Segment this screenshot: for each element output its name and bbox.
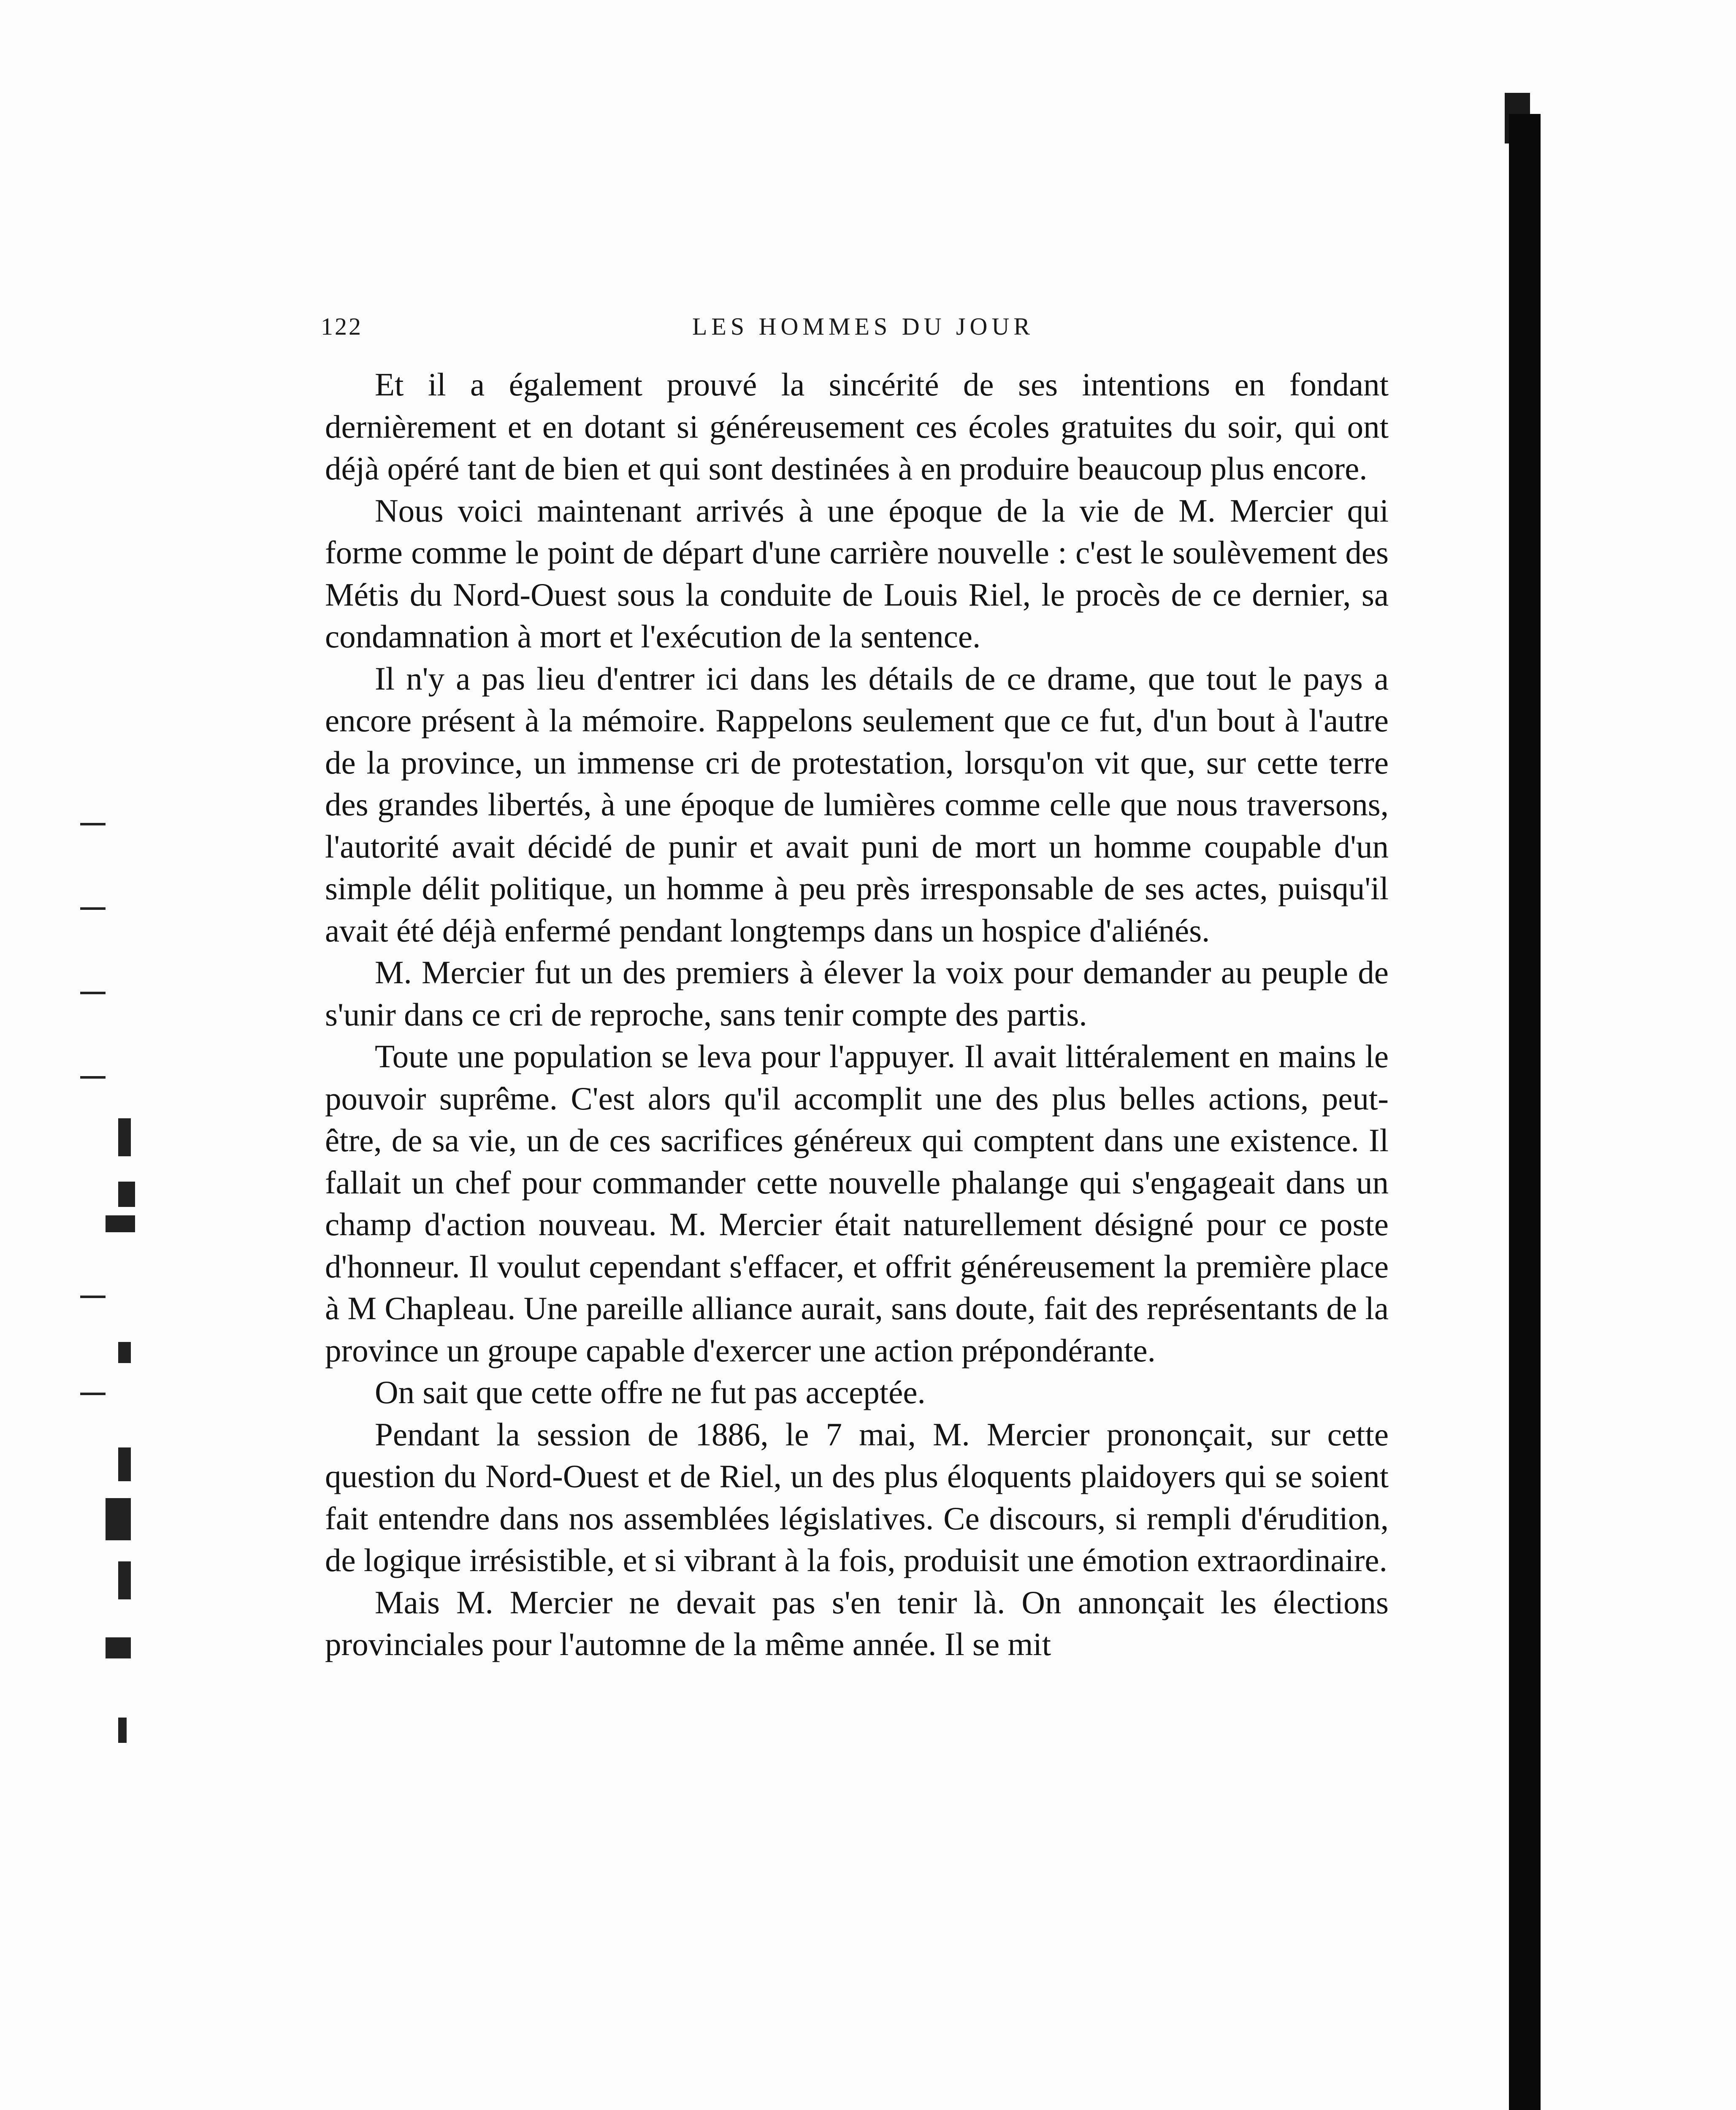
paragraph: Toute une population se leva pour l'appuyer. Il avait littéralement en mains le pouvoir suprême. C'est alors qu'il accomplit une des plus belles actions, peut-être, de sa vie, un de ces sacrifices généreux qui comptent dans une existence. Il fallait un chef pour commander cette nouvelle phalange qui s'engageait dans un champ d'action nouveau. M. Mercier était naturellement désigné pour ce poste d'honneur. Il voulut cependant s'effacer, et offrit généreusement la première place à M Chapleau. Une pareille alliance aurait, sans doute, fait des représentants de la province un groupe capable d'exercer une action prépondérante. (325, 1038, 1389, 1369)
paragraph: Et il a également prouvé la sincérité de ses intentions en fondant dernièrement et en dotant si généreusement ces écoles gratuites du soir, qui ont déjà opéré tant de bien et qui sont destinées à en produire beaucoup plus encore. (325, 366, 1389, 487)
paragraph: On sait que cette offre ne fut pas acceptée. (375, 1374, 926, 1410)
page-header (321, 304, 1081, 354)
paragraph: Nous voici maintenant arrivés à une époque de la vie de M. Mercier qui forme comme le point de départ d'une carrière nouvelle : c'est le soulèvement des Métis du Nord-Ouest sous la conduite de Louis Riel, le procès de ce dernier, sa condamnation à mort et l'exécution de la sentence. (325, 492, 1389, 655)
paragraph: Il n'y a pas lieu d'entrer ici dans les détails de ce drame, que tout le pays a encore présent à la mémoire. Rappelons seulement que ce fut, d'un bout à l'autre de la province, un immense cri de protestation, lorsqu'on vit que, sur cette terre des grandes libertés, à une époque de lumières comme celle que nous traversons, l'autorité avait décidé de punir et avait puni de mort un homme coupable d'un simple délit politique, un homme à peu près irresponsable de ses actes, puisqu'il avait été déjà enfermé pendant longtemps dans un hospice d'aliénés. (325, 660, 1389, 949)
scan-edge-shadow-right (1509, 114, 1541, 2110)
paragraph: Pendant la session de 1886, le 7 mai, M. Mercier prononçait, sur cette question du Nord-Ouest et de Riel, un des plus éloquents plaidoyers qui se soient fait entendre dans nos assemblées législatives. Ce discours, si rempli d'érudition, de logique irrésistible, et si vibrant à la fois, produisit une émotion extraordinaire. (325, 1416, 1389, 1578)
running-head: LES HOMMES DU JOUR (692, 313, 1035, 340)
paragraph: M. Mercier fut un des premiers à élever la voix pour demander au peuple de s'unir dans ce cri de reproche, sans tenir compte des partis. (325, 954, 1389, 1033)
page-number: 122 (321, 313, 363, 340)
scan-margin-marks (80, 696, 148, 1815)
paragraph: Mais M. Mercier ne devait pas s'en tenir là. On annonçait les élections provinciales pour l'automne de la même année. Il se mit (325, 1584, 1389, 1662)
body-text (325, 364, 1389, 1666)
